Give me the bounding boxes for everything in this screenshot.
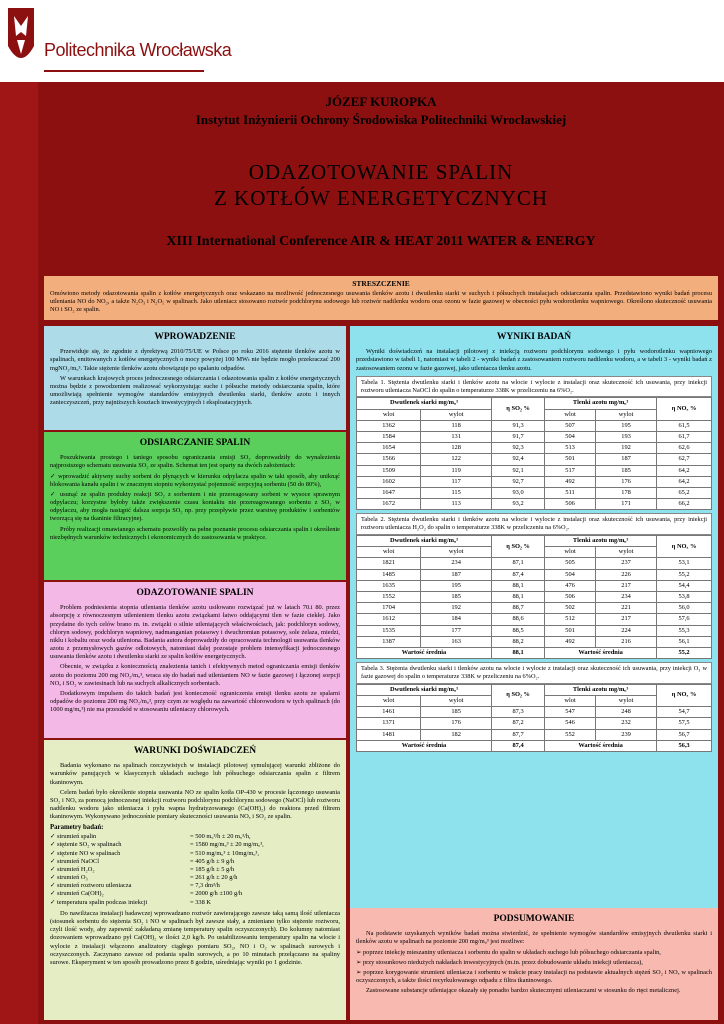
- parameter-row: [50, 899, 340, 907]
- poster-title-line2: Z KOTŁÓW ENERGETYCZNYCH: [213, 186, 549, 210]
- table-cell: 62,6: [657, 443, 712, 454]
- column-subheader: wylot: [596, 409, 657, 420]
- summary-bullets: [356, 949, 712, 986]
- parameter-name: ✓ strumień NaOCl: [50, 857, 100, 865]
- column-subheader: wylot: [596, 547, 657, 558]
- parameter-row: [50, 850, 340, 858]
- table-cell: 53,1: [657, 558, 712, 569]
- results-table-1: [356, 397, 712, 510]
- table-cell: 54,4: [657, 580, 712, 591]
- parameters-rows: [50, 833, 340, 907]
- table-cell: 56,1: [657, 636, 712, 647]
- table-cell: 506: [545, 591, 596, 602]
- table-row: [357, 476, 712, 487]
- table-cell: 1704: [357, 603, 421, 614]
- table-cell: 546: [545, 718, 596, 729]
- average-label: Wartość średnia: [357, 740, 492, 751]
- column-subheader: wlot: [357, 409, 421, 420]
- parameter-value: = 7,3 dm³/h: [190, 882, 220, 890]
- table-cell: 226: [596, 569, 657, 580]
- column-subheader: wlot: [357, 696, 421, 707]
- parameter-value: = 510 mg/mᵤ³ ± 10mg/mᵤ³,: [190, 849, 259, 857]
- parameter-name: ✓ strumień Ca(OH)₂: [50, 890, 104, 898]
- conditions-paragraph: Badania wykonano na spalinach rzeczywistych w instalacji pilotowej symulującej warunki zbliżone do warunków panujących w klasycznych układach suchego lub półsuchego odsiarczania spalin z filtrem tkaninowym.: [50, 762, 340, 786]
- abstract-panel: [44, 276, 718, 320]
- table-row: [357, 636, 712, 647]
- table-cell: 171: [596, 499, 657, 510]
- table-cell: 221: [596, 603, 657, 614]
- table-cell: 501: [545, 454, 596, 465]
- desulfurization-panel: [44, 432, 346, 580]
- table-cell: 507: [545, 420, 596, 431]
- column-header: Dwutlenek siarki mg/mᵤ³: [357, 398, 492, 409]
- introduction-paragraph: Przewiduje się, że zgodnie z dyrektywą 2010/75/UE w Polsce po roku 2016 stężenie tlenków azotu w spalinach, emitowanych z kotłów energetycznych o mocy powyżej 100 MWₜ nie będzie mogło przekraczać 200 mgNO₂/mᵤ³. Takie stężenie tlenków azotu obowiązuje po spalaniu odpadów.: [50, 348, 340, 372]
- table-cell: 93,0: [492, 487, 545, 498]
- table-row: [357, 487, 712, 498]
- column-header: Tlenki azotu mg/mᵤ³: [545, 398, 657, 409]
- average-label: Wartość średnia: [545, 647, 657, 658]
- table-cell: 224: [596, 625, 657, 636]
- table-cell: 57,6: [657, 614, 712, 625]
- table-cell: 239: [596, 729, 657, 740]
- column-header: η SO₂ %: [492, 536, 545, 558]
- table-cell: 1485: [357, 569, 421, 580]
- table-cell: 61,5: [657, 420, 712, 431]
- table-cell: 1612: [357, 614, 421, 625]
- table-cell: 55,2: [657, 569, 712, 580]
- table-cell: 177: [421, 625, 492, 636]
- parameter-row: [50, 882, 340, 890]
- parameter-value: = 500 mᵤ³/h ± 20 mᵤ³/h,: [190, 833, 251, 841]
- table-cell: 1647: [357, 487, 421, 498]
- logo-text: Politechnika Wrocławska: [44, 40, 232, 60]
- introduction-heading: WPROWADZENIE: [154, 332, 236, 342]
- column-header: η SO₂ %: [492, 398, 545, 420]
- abstract-text: Omówiono metody odazotowania spalin z kotłów energetycznych oraz wskazano na możliwość jednoczesnego usuwania tlenków azotu i dwutlenku siarki w suchych i półsuchych instalacjach odsiarczania spalin. Przedstawiono wyniki badań procesu utleniania NO do NO₂, a także N₂O₃ i N₂O₅ w spalinach. Jako utleniacz stosowano roztwór podchlorynu sodowego lub roztwór nadtlenku wodoru oraz ozonu w fazie gazowej w obecności pyłu wodorotlenku wapniowego. Określono skuteczność usuwania NO i SO₂ ze spalin.: [50, 289, 712, 313]
- parameter-value: = 185 g/h ± 5 g/h: [190, 865, 235, 873]
- table-cell: 91,7: [492, 432, 545, 443]
- denitrification-paragraph: Dodatkowym impulsem do takich badań jest konieczność ograniczenia emisji tlenku azotu ze spalarni odpadów do poziomu 200 mg NO₂/mᵤ³, przy czym ze względu na zawartość chlorowodoru w tych spalinach (do 1000 mg/mᵤ³) nie ma przeszkód w stosowaniu utleniaczy chlorowych.: [50, 690, 340, 714]
- parameter-value: = 405 g/h ± 9 g/h: [190, 857, 235, 865]
- table-row: [357, 580, 712, 591]
- table-cell: 87,3: [492, 707, 545, 718]
- table-cell: 195: [421, 580, 492, 591]
- parameters-list: [50, 824, 340, 906]
- table-cell: 192: [421, 603, 492, 614]
- table-cell: 92,4: [492, 454, 545, 465]
- parameter-name: ✓ strumień spalin: [50, 833, 97, 841]
- column-subheader: wlot: [545, 547, 596, 558]
- conditions-paragraph: Do nawilżacza instalacji badawczej wprowadzano roztwór zawierającego zawsze taką samą ilość utleniacza (stosunek sorbentu do stężenia SO₂ i NO w spalinach był zawsze stały, a zmieniano tylko stężenie roztworu, czyli ilość wody, aby zapewnić zakładaną zmianę temperatury spalin oczyszczonych). Do kolumny natomiast dozowaniem wprowadzano pył Ca(OH)₂ w ilości 2,0 kg/h. Po ustabilizowaniu temperatury spalin na wlocie i wylocie z instalacji włączono analizatory ciągłego pomiaru SO₂, NO i O₂ w spalinach surowych i oczyszczonych. Zaczynano zawsze od podania spalin surowych, a po 10 minutach przełączano na spaliny surowe. Eksperyment w ten sposób prowadzono przez 8 godzin, uśredniając wyniki po 1 godzinie.: [50, 909, 340, 966]
- results-panel: [350, 326, 718, 908]
- table-row: [357, 614, 712, 625]
- table-cell: 192: [596, 443, 657, 454]
- table-cell: 1672: [357, 499, 421, 510]
- table-cell: 1635: [357, 580, 421, 591]
- table-cell: 61,7: [657, 432, 712, 443]
- table-cell: 512: [545, 614, 596, 625]
- column-subheader: wlot: [357, 547, 421, 558]
- table-cell: 248: [596, 707, 657, 718]
- table-cell: 65,2: [657, 487, 712, 498]
- denitrification-heading: ODAZOTOWANIE SPALIN: [136, 588, 254, 598]
- summary-paragraph: Zastosowane substancje utleniające okazały się ponadto bardzo skutecznymi utleniaczami w stosunku do rtęci metalicznej.: [366, 987, 681, 995]
- parameter-row: [50, 866, 340, 874]
- university-logo-icon: [6, 6, 36, 72]
- table2-caption: Tabela 2. Stężenia dwutlenku siarki i tlenków azotu na wlocie i wylocie z instalacji oraz skuteczność ich usuwania, przy iniekcji roztworu utleniacza H₂O₂ do spalin o temperaturze 338K w przeliczeniu na 6%O₂.: [356, 513, 712, 535]
- table-cell: 64,2: [657, 476, 712, 487]
- table-cell: 1602: [357, 476, 421, 487]
- column-subheader: wylot: [421, 696, 492, 707]
- table-cell: 517: [545, 465, 596, 476]
- table-cell: 64,2: [657, 465, 712, 476]
- list-item: ➢ poprzez korygowanie strumieni utleniacza i sorbentu w trakcie pracy instalacji na podstawie aktualnych stężeń SO₂ i NOₓ w spalinach oczyszczonych, a także ilości recyrkulowanego odpadu z filtra tkaninowego.: [356, 968, 712, 985]
- table-cell: 55,3: [657, 625, 712, 636]
- table-row: [357, 591, 712, 602]
- institute: Instytut Inżynierii Ochrony Środowiska Politechniki Wrocławskiej: [195, 112, 567, 127]
- table-cell: 187: [596, 454, 657, 465]
- column-subheader: wlot: [545, 696, 596, 707]
- column-header: η NOₓ %: [657, 684, 712, 706]
- list-item: ✓ wprowadzić aktywny suchy sorbent do płynących w kierunku odpylacza spalin w taki sposób, aby uniknąć blokowania kanału spalin i w znacznym stopniu wykorzystać pojemność sorpcyjną sorbentu (50 do 80%),: [50, 472, 340, 488]
- column-subheader: wylot: [421, 547, 492, 558]
- table-cell: 217: [596, 614, 657, 625]
- table-cell: 54,7: [657, 707, 712, 718]
- column-subheader: wylot: [421, 409, 492, 420]
- table-row: [357, 625, 712, 636]
- table-cell: 92,1: [492, 465, 545, 476]
- left-decorative-strip: [0, 82, 38, 1024]
- desulfurization-heading: ODSIARCZANIE SPALIN: [139, 438, 251, 448]
- table-cell: 88,5: [492, 625, 545, 636]
- table1-caption: Tabela 1. Stężenia dwutlenku siarki i tlenków azotu na wlocie i wylocie z instalacji oraz skuteczność ich usuwania, przy iniekcji roztworu utleniacza NaOCl do spalin o temperaturze 338K w przeliczeniu na 6%O₂.: [356, 376, 712, 398]
- parameter-name: ✓ stężenie SO₂ w spalinach: [50, 841, 122, 849]
- table-cell: 118: [421, 420, 492, 431]
- table-cell: 1654: [357, 443, 421, 454]
- table-cell: 178: [596, 487, 657, 498]
- table3-caption: Tabela 3. Stężenia dwutlenku siarki i tlenków azotu na wlocie i wylocie z instalacji oraz skuteczność ich usuwania, przy iniekcji O₃ w fazie gazowej do spalin o temperaturze 338K w przeliczeniu na 6%O₂.: [356, 662, 712, 684]
- list-item: ✓ usunąć ze spalin produkty reakcji SO₂ z sorbentem i nie przereagowany sorbent w wysoce sprawnym odpylaczu; korzystne byłoby także zwiększenie czasu kontaktu nie przereagowanego sorbentu z SO₂ w odpylaczu, aby mogła nastąpić dalsza sorpcja SO₂ np. przy przepływie przez warstwę produktów i sorbentów tworzącą się na tkaninie filtracyjnej.: [50, 490, 340, 523]
- summary-paragraph: Na podstawie uzyskanych wyników badań można stwierdzić, że spełnienie wymogów standardów emisyjnych dwutlenku siarki i tlenków azotu w spalinach na poziomie 200 mg/mᵤ³ jest możliwe:: [356, 930, 712, 946]
- table-cell: 88,1: [492, 591, 545, 602]
- table-cell: 1387: [357, 636, 421, 647]
- parameter-row: [50, 890, 340, 898]
- table-cell: 1371: [357, 718, 421, 729]
- denitrification-paragraph: Problem podniesienia stopnia utleniania tlenków azotu usiłowano rozwiązać już w latach 70.i 80. przez absorpcję z równoczesnym utlenieniem tlenku azotu związkami łatwo oddającymi tlen w fazie ciekłej. Jako przydatne do tych celów brano m. in. związki o silnie utleniających właściwościach, jak: podchloryn sodowy, chloryn sodowy, podchloryn wapniowy, nadmanganian potasowy i dwuchromian potasowy, sole żelaza, miedzi, niklu i kobaltu oraz woda utleniona. Badania autora doprowadziły do opracowania technologii usuwania tlenków azotu z przemysłowych gazów odlotowych, natomiast dalej pozostaje problem intensyfikacji jednoczesnego usuwania tlenków azotu i dwutlenku siarki ze spalin kotłów energetycznych.: [50, 604, 340, 661]
- table-cell: 504: [545, 569, 596, 580]
- table-cell: 56,7: [657, 729, 712, 740]
- parameter-name: ✓ strumień H₂O₂: [50, 865, 95, 873]
- experimental-conditions-panel: [44, 740, 346, 1020]
- table-cell: 92,7: [492, 476, 545, 487]
- table-cell: 505: [545, 558, 596, 569]
- table-row: [357, 499, 712, 510]
- table-cell: 87,4: [492, 569, 545, 580]
- results-intro: Wyniki doświadczeń na instalacji pilotowej z iniekcją roztworu podchlorynu sodowego i pyłu wodorotlenku wapniowego przedstawiono w tabeli 1, natomiast w tabeli 2 - wyniki badań z zastosowaniem roztworu nadtlenku wodoru, a w tabeli 3 - wyniki badań z zastosowaniem ozonu w fazie gazowej, jako utleniacza tlenku azotu.: [356, 348, 712, 372]
- table-cell: 57,5: [657, 718, 712, 729]
- poster-title-line1: ODAZOTOWANIE SPALIN: [248, 160, 514, 184]
- table-cell: 66,2: [657, 499, 712, 510]
- denitrification-panel: [44, 582, 346, 738]
- column-header: η NOₓ %: [657, 398, 712, 420]
- table-cell: 119: [421, 465, 492, 476]
- table-cell: 88,7: [492, 603, 545, 614]
- parameter-name: ✓ strumień O₃: [50, 874, 88, 882]
- column-header: η SO₂ %: [492, 684, 545, 706]
- table-cell: 501: [545, 625, 596, 636]
- table-cell: 117: [421, 476, 492, 487]
- average-value: 87,4: [492, 740, 545, 751]
- conference-name: XIII International Conference AIR & HEAT 2011 WATER & ENERGY: [166, 234, 596, 249]
- table-cell: 53,8: [657, 591, 712, 602]
- table-cell: 217: [596, 580, 657, 591]
- results-table-2: [356, 535, 712, 659]
- table-cell: 88,2: [492, 636, 545, 647]
- column-header: Dwutlenek siarki mg/mᵤ³: [357, 536, 492, 547]
- column-subheader: wylot: [596, 696, 657, 707]
- table-row: [357, 443, 712, 454]
- table-cell: 547: [545, 707, 596, 718]
- parameter-row: [50, 833, 340, 841]
- table-cell: 513: [545, 443, 596, 454]
- table-cell: 492: [545, 636, 596, 647]
- table-cell: 1481: [357, 729, 421, 740]
- average-value: 55,2: [657, 647, 712, 658]
- conditions-paragraph: Celem badań było określenie stopnia usuwania NO ze spalin kotła OP-430 w procesie łączonego usuwania SO₂ i NOₓ za pomocą jednoczesnej iniekcji roztworu podchlorynu podchlorynu sodowego (NaOCl) lub roztworu nadtlenku wodoru jako utleniacza i pyłu wapna hydratyzowanego (Ca(OH)₂) do reaktora przed filtrem tkaninowym. Wykonywano jednocześnie pomiary skuteczności usuwania NOₓ i SO₂ ze spalin.: [50, 788, 340, 821]
- summary-panel: [350, 908, 718, 1020]
- results-heading: WYNIKI BADAŃ: [496, 332, 572, 342]
- table-average-row: [357, 647, 712, 658]
- table-row: [357, 707, 712, 718]
- average-label: Wartość średnia: [357, 647, 492, 658]
- table-row: [357, 569, 712, 580]
- logo-divider: [44, 70, 204, 72]
- table-cell: 93,2: [492, 499, 545, 510]
- table-cell: 62,7: [657, 454, 712, 465]
- introduction-paragraph: W warunkach krajowych proces jednoczesnego odsiarczania i odazotowania spalin z kotłów energetycznych można będzie z powodzeniem realizować wykorzystując suche i półsuche metody odsiarczania spalin, które umożliwiają spełnienie wymogów standardów emisyjnych dwutlenku siarki, tlenków azotu i innych zanieczyszczeń, przy najniższych kosztach inwestycyjnych i eksploatacyjnych.: [50, 374, 340, 407]
- table-cell: 552: [545, 729, 596, 740]
- parameter-name: ✓ strumień roztworu utleniacza: [50, 882, 132, 890]
- table-cell: 1509: [357, 465, 421, 476]
- results-table-3: [356, 684, 712, 752]
- column-header: η NOₓ %: [657, 536, 712, 558]
- parameter-value: = 1580 mg/mᵤ³ ± 20 mg/mᵤ³,: [190, 841, 264, 849]
- introduction-panel: [44, 326, 346, 430]
- table-cell: 193: [596, 432, 657, 443]
- parameter-name: ✓ stężenie NO w spalinach: [50, 849, 121, 857]
- list-item: ➢ poprzez iniekcję mieszaniny utleniacza i sorbentu do spalin w układach suchego lub półsuchego odsiarczania spalin,: [356, 948, 661, 956]
- conditions-heading: WARUNKI DOŚWIADCZEŃ: [133, 746, 257, 756]
- table-cell: 91,3: [492, 420, 545, 431]
- table-cell: 492: [545, 476, 596, 487]
- table-cell: 1535: [357, 625, 421, 636]
- table-cell: 1584: [357, 432, 421, 443]
- title-band: [38, 82, 724, 272]
- table-cell: 128: [421, 443, 492, 454]
- table-cell: 237: [596, 558, 657, 569]
- table-cell: 182: [421, 729, 492, 740]
- table-cell: 176: [421, 718, 492, 729]
- table-cell: 234: [596, 591, 657, 602]
- table-cell: 122: [421, 454, 492, 465]
- table-cell: 1821: [357, 558, 421, 569]
- column-header: Dwutlenek siarki mg/mᵤ³: [357, 684, 492, 695]
- table-header-row: [357, 398, 712, 409]
- table-cell: 92,3: [492, 443, 545, 454]
- table-cell: 185: [421, 591, 492, 602]
- average-label: Wartość średnia: [545, 740, 657, 751]
- table-header-row: [357, 684, 712, 695]
- table-cell: 504: [545, 432, 596, 443]
- average-value: 56,3: [657, 740, 712, 751]
- table-row: [357, 432, 712, 443]
- table-cell: 184: [421, 614, 492, 625]
- table-cell: 115: [421, 487, 492, 498]
- parameter-row: [50, 874, 340, 882]
- table-cell: 176: [596, 476, 657, 487]
- table-row: [357, 729, 712, 740]
- summary-heading: PODSUMOWANIE: [493, 914, 575, 924]
- parameter-row: [50, 841, 340, 849]
- table-cell: 195: [596, 420, 657, 431]
- column-header: Tlenki azotu mg/mᵤ³: [545, 536, 657, 547]
- table-cell: 1552: [357, 591, 421, 602]
- abstract-heading: STRESZCZENIE: [352, 279, 410, 288]
- table-cell: 87,7: [492, 729, 545, 740]
- table-cell: 185: [596, 465, 657, 476]
- table-cell: 87,1: [492, 558, 545, 569]
- desulfurization-paragraph: Poszukiwania prostego i taniego sposobu ograniczania emisji SO₂ doprowadziły do wynalezienia najprostszego schematu usuwania SO₂ ze spalin. Schemat ten jest oparty na dwóch założeniach:: [50, 454, 340, 470]
- table-cell: 1461: [357, 707, 421, 718]
- table-row: [357, 558, 712, 569]
- parameter-name: ✓ temperatura spalin podczas iniekcji: [50, 898, 148, 906]
- parameter-value: = 338 K: [190, 898, 212, 906]
- table-cell: 1566: [357, 454, 421, 465]
- table-row: [357, 718, 712, 729]
- table-cell: 113: [421, 499, 492, 510]
- table-cell: 511: [545, 487, 596, 498]
- list-item: ➢ przy stosunkowo niedużych nakładach inwestycyjnych (m.in. przez dobudowanie układu iniekcji utleniacza),: [356, 958, 643, 966]
- table-cell: 1362: [357, 420, 421, 431]
- table-header-row: [357, 536, 712, 547]
- table-average-row: [357, 740, 712, 751]
- parameter-row: [50, 858, 340, 866]
- table-cell: 232: [596, 718, 657, 729]
- table-cell: 502: [545, 603, 596, 614]
- table-row: [357, 454, 712, 465]
- table-cell: 131: [421, 432, 492, 443]
- table-cell: 88,1: [492, 580, 545, 591]
- desulfurization-bullets: [50, 473, 340, 524]
- table-cell: 234: [421, 558, 492, 569]
- parameters-title: Parametry badań:: [50, 824, 104, 832]
- column-subheader: wlot: [545, 409, 596, 420]
- table-cell: 88,6: [492, 614, 545, 625]
- author: JÓZEF KUROPKA: [325, 94, 437, 109]
- parameter-value: = 2000 g/h ±100 g/h: [190, 890, 243, 898]
- table-cell: 506: [545, 499, 596, 510]
- average-value: 88,1: [492, 647, 545, 658]
- table-cell: 216: [596, 636, 657, 647]
- table-row: [357, 420, 712, 431]
- table-cell: 87,2: [492, 718, 545, 729]
- table-cell: 56,0: [657, 603, 712, 614]
- table-cell: 163: [421, 636, 492, 647]
- table-row: [357, 465, 712, 476]
- parameter-value: = 261 g/h ± 20 g/h: [190, 874, 238, 882]
- column-header: Tlenki azotu mg/mᵤ³: [545, 684, 657, 695]
- denitrification-paragraph: Obecnie, w związku z koniecznością znalezienia tanich i efektywnych metod ograniczania emisji tlenków azotu do poziomu 200 mg NO₂/mᵤ³, wraca się do badań nad utlenianiem NO w fazie gazowej i łączonej sorpcji NOₓ i SO₂ w zawiesinach lub na suchych alkalicznych sorbentach.: [50, 663, 340, 687]
- table-cell: 476: [545, 580, 596, 591]
- table-cell: 185: [421, 707, 492, 718]
- table-row: [357, 603, 712, 614]
- table-cell: 187: [421, 569, 492, 580]
- header-bar: [0, 0, 724, 82]
- desulfurization-paragraph: Próby realizacji omawianego schematu pozwoliły na pełne poznanie procesu odsiarczania spalin i określenie niezbędnych warunków technicznych i ekonomicznych do zastosowania w praktyce.: [50, 525, 340, 541]
